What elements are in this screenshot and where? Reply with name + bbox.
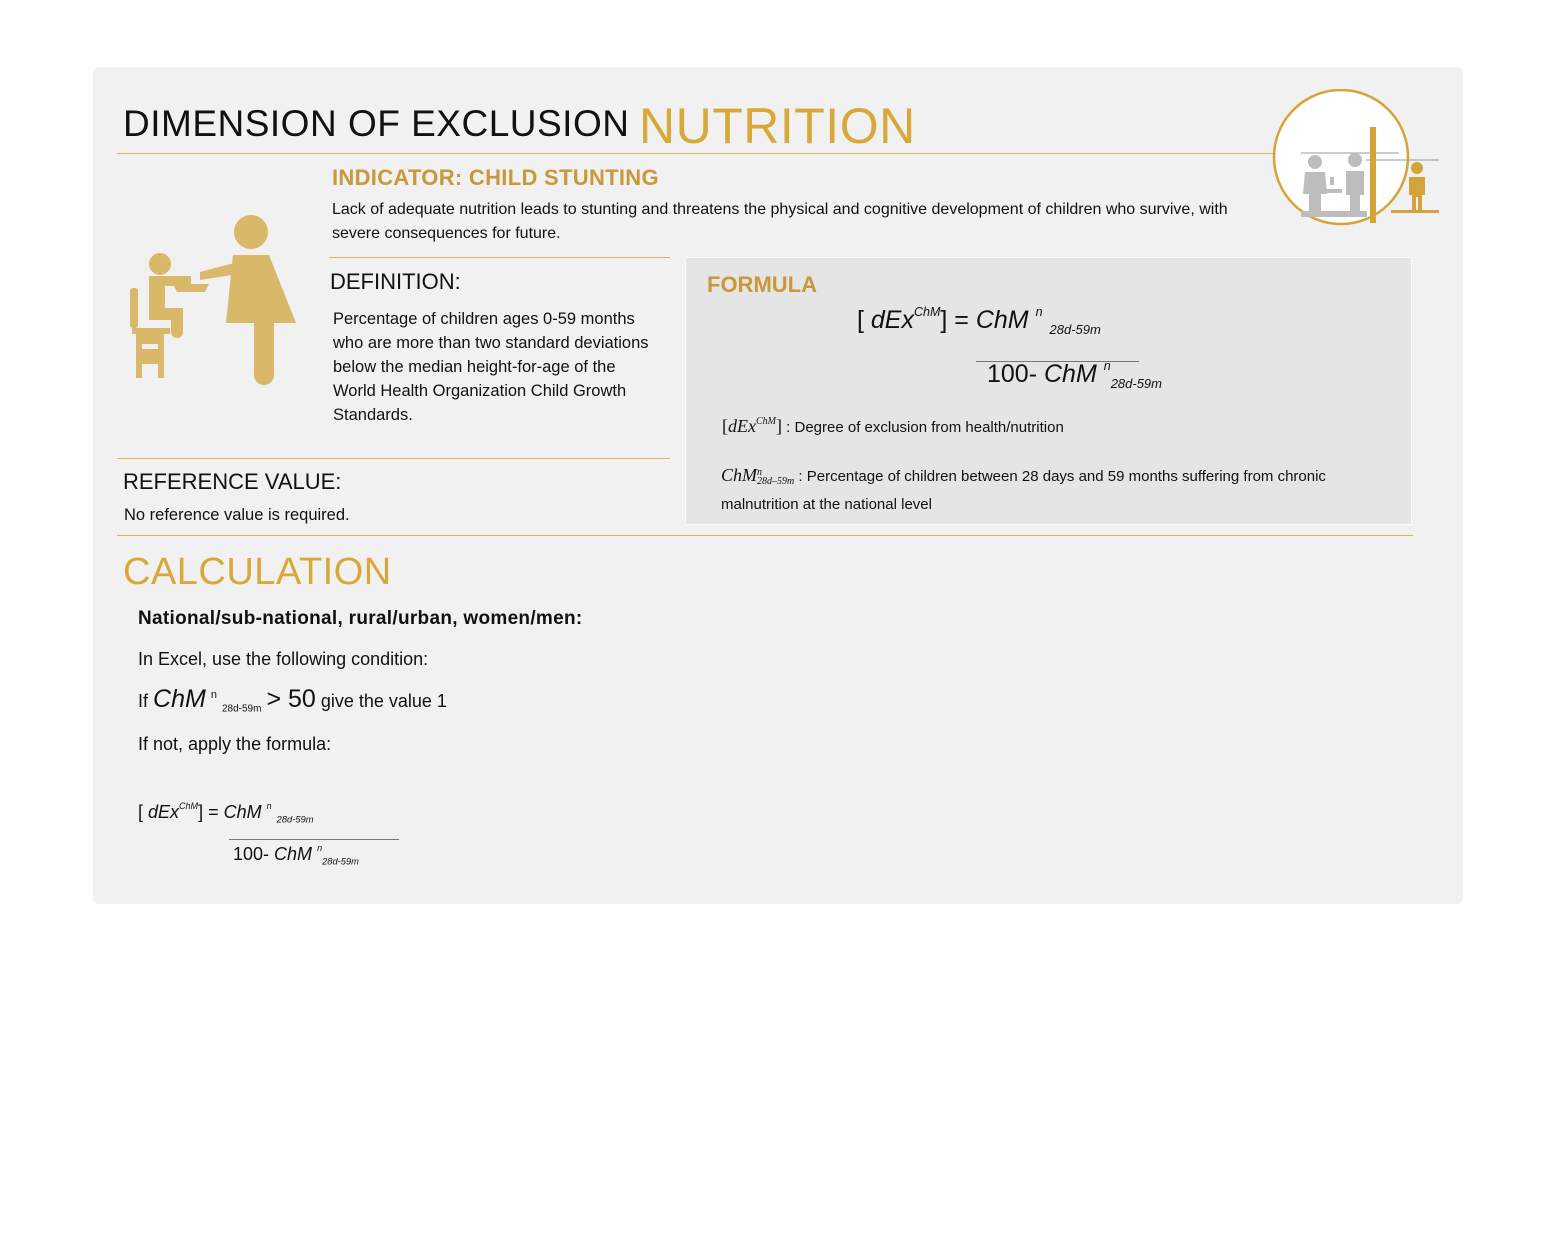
- header-divider: [117, 153, 1277, 154]
- calculation-subtitle: National/sub-national, rural/urban, women/men:: [138, 608, 583, 629]
- calculation-formula-numerator: [ dEx$^{ChM}$] = ChM $^n$ $_{28d-59m}$: [138, 801, 314, 825]
- reference-text: No reference value is required.: [124, 506, 350, 524]
- calculation-fallback: If not, apply the formula:: [138, 734, 332, 754]
- formula-title: FORMULA: [707, 272, 817, 297]
- dimension-name: NUTRITION: [639, 98, 916, 154]
- formula-denominator: 100- ChM $^n_{28d-59m}$: [987, 359, 1162, 391]
- formula-legend-chm: ChMn 28d–59m : Percentage of children between 28 days and 59 months suffering from chronic malnutrition at the national level: [721, 465, 1326, 513]
- calculation-condition: If ChM $^n$ $_{28d-59m}$ > 50 give the value 1: [138, 685, 447, 715]
- indicator-title: INDICATOR: CHILD STUNTING: [332, 165, 659, 190]
- reference-title: REFERENCE VALUE:: [123, 469, 342, 494]
- formula-legend-dex: [dEx$^{ChM}$] : Degree of exclusion from health/nutrition: [722, 416, 1064, 436]
- formula-panel: [685, 257, 1412, 525]
- calculation-title: CALCULATION: [123, 551, 392, 593]
- dimension-label: DIMENSION OF EXCLUSION: [123, 103, 630, 144]
- calculation-fraction-line: [229, 839, 399, 840]
- reference-divider: [117, 458, 670, 459]
- indicator-description: Lack of adequate nutrition leads to stunting and threatens the physical and cognitive development of children who survive, with severe consequences for future.: [332, 201, 1228, 242]
- definition-divider: [329, 257, 670, 258]
- height-measurement-icon: [1271, 89, 1443, 234]
- indicator-card: [93, 67, 1463, 904]
- definition-text: Percentage of children ages 0-59 months who are more than two standard deviations below the median height-for-age of the World Health Organization Child Growth Standards.: [333, 310, 649, 424]
- formula-numerator: [ dEx$^{ChM}$] = ChM $^n$ $_{28d-59m}$: [857, 305, 1101, 337]
- definition-title: DEFINITION:: [330, 269, 461, 294]
- feeding-child-icon: [128, 210, 303, 395]
- calculation-divider: [117, 535, 1413, 536]
- calculation-formula-denominator: 100- ChM $^n_{28d-59m}$: [233, 843, 359, 867]
- calculation-instruction: In Excel, use the following condition:: [138, 649, 429, 669]
